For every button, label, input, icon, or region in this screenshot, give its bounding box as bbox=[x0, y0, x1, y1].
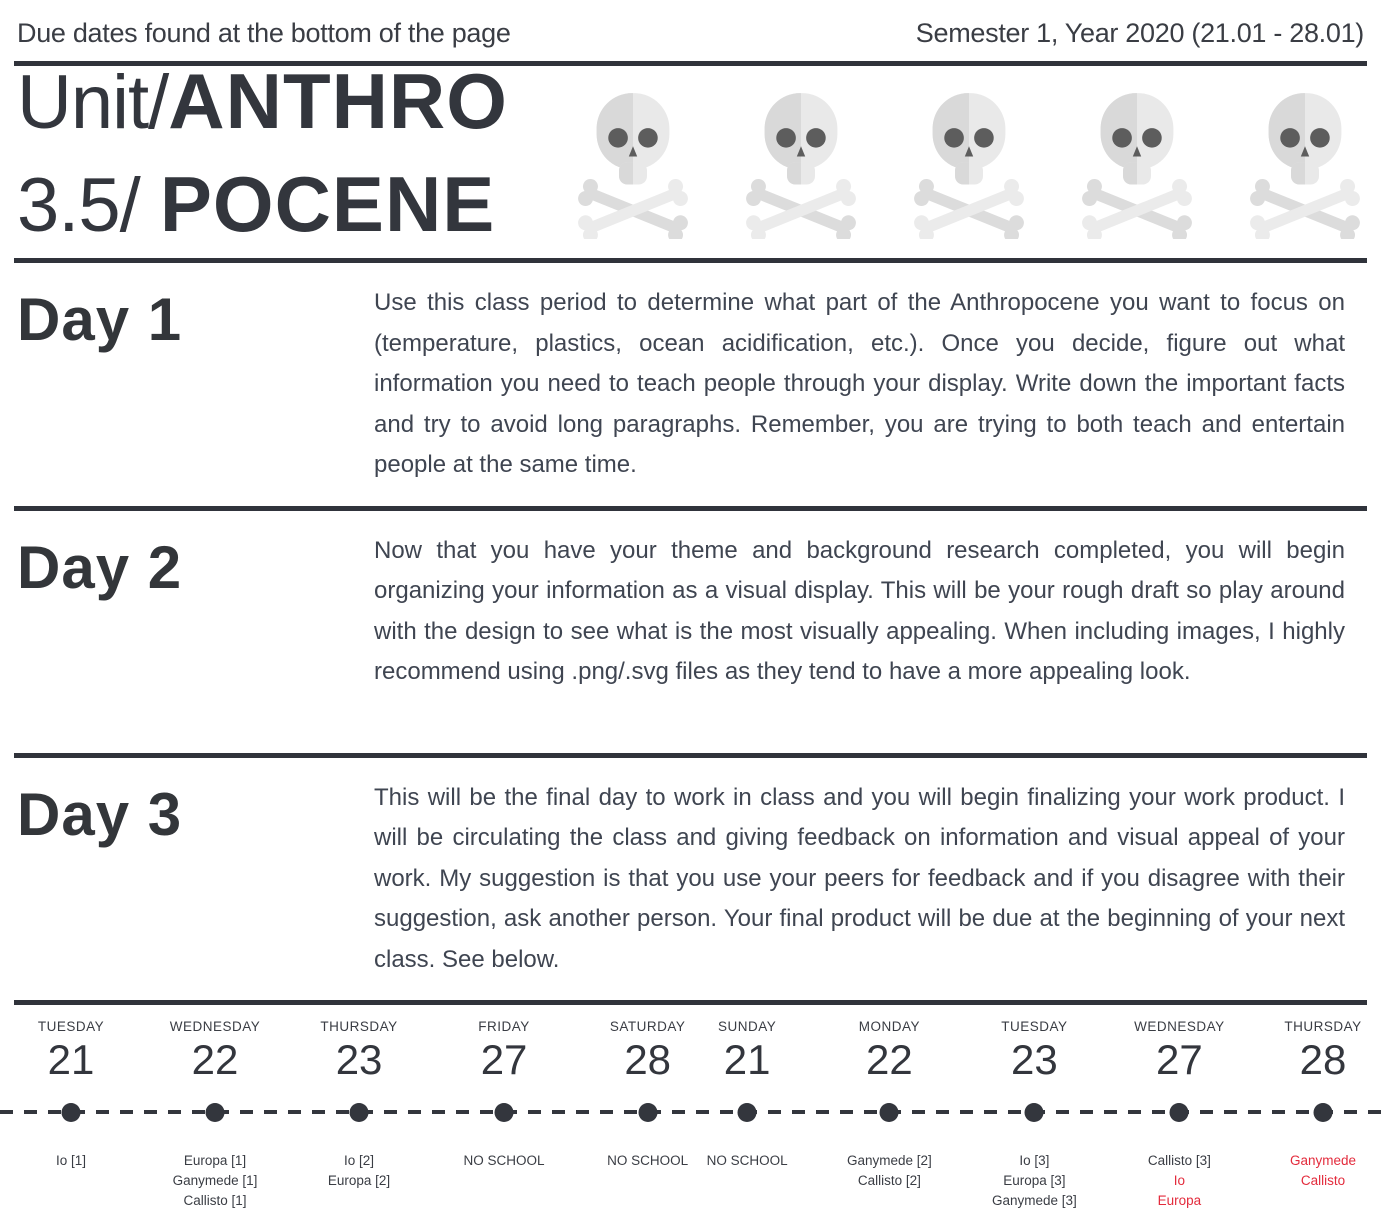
timeline-event: Io [3] bbox=[1019, 1153, 1050, 1168]
unit-title-word-2: POCENE bbox=[159, 160, 496, 248]
unit-title-prefix-1: Unit/ bbox=[17, 60, 169, 145]
timeline-weekday: THURSDAY bbox=[320, 1019, 398, 1034]
day-1-heading: Day 1 bbox=[17, 286, 183, 353]
timeline-date: 22 bbox=[866, 1036, 913, 1083]
skull-crossbones-icon bbox=[1249, 89, 1361, 239]
timeline-event: Io [1] bbox=[55, 1153, 86, 1168]
timeline-column bbox=[284, 1019, 434, 1084]
timeline-event: Ganymede bbox=[1289, 1153, 1356, 1168]
timeline-event: Europa [2] bbox=[327, 1173, 391, 1188]
timeline-events bbox=[135, 1151, 295, 1211]
timeline-weekday: THURSDAY bbox=[1284, 1019, 1362, 1034]
timeline-event: Ganymede [1] bbox=[172, 1173, 258, 1188]
timeline-event: Ganymede [3] bbox=[991, 1193, 1077, 1208]
day-2-heading: Day 2 bbox=[17, 533, 183, 601]
topbar bbox=[0, 0, 1381, 61]
timeline-date: 21 bbox=[47, 1036, 95, 1083]
skull-crossbones-icon bbox=[1081, 89, 1193, 239]
timeline-weekday: SUNDAY bbox=[717, 1019, 777, 1034]
timeline-date: 23 bbox=[335, 1036, 383, 1083]
timeline-event: Io [2] bbox=[344, 1153, 375, 1168]
timeline-weekday: FRIDAY bbox=[478, 1019, 530, 1034]
timeline-dot bbox=[880, 1103, 899, 1122]
due-dates-note: Due dates found at the bottom of the page bbox=[17, 18, 511, 48]
timeline-dot bbox=[61, 1103, 80, 1122]
timeline-events bbox=[279, 1151, 439, 1191]
timeline-dot bbox=[1025, 1103, 1044, 1122]
timeline-column bbox=[140, 1019, 290, 1084]
timeline-event: Callisto [1] bbox=[183, 1193, 247, 1208]
timeline-events bbox=[424, 1151, 584, 1171]
skull-crossbones-icon bbox=[913, 89, 1025, 239]
day-3-text: This will be the final day to work in class and you will begin finalizing your work product. I will be circulating the class and giving feedback on information and visual appeal of your work. My suggestion is that you use your peers for feedback and if you disagree with their suggestion, ask another person. Your final product will be due at the beginning of your next class. See below. bbox=[374, 783, 1345, 973]
timeline-dot bbox=[495, 1103, 514, 1122]
timeline-column bbox=[1248, 1019, 1381, 1084]
timeline-column bbox=[429, 1019, 579, 1084]
timeline-column bbox=[959, 1019, 1109, 1084]
skull-crossbones-icon bbox=[577, 89, 689, 239]
timeline-date: 27 bbox=[480, 1036, 528, 1083]
skull-row bbox=[577, 89, 1361, 239]
timeline-event: Europa [1] bbox=[183, 1153, 247, 1168]
timeline-events bbox=[0, 1151, 151, 1171]
timeline-column bbox=[1104, 1019, 1254, 1084]
semester-note: Semester 1, Year 2020 (21.01 - 28.01) bbox=[915, 18, 1364, 48]
timeline-event: Io bbox=[1173, 1173, 1185, 1188]
timeline-weekday: SATURDAY bbox=[609, 1019, 686, 1034]
day-1-section bbox=[0, 263, 1381, 506]
timeline-weekday: TUESDAY bbox=[1001, 1019, 1068, 1034]
day-2-section bbox=[0, 511, 1381, 753]
timeline-dot bbox=[638, 1103, 657, 1122]
timeline-events bbox=[954, 1151, 1114, 1211]
timeline-date: 22 bbox=[191, 1036, 239, 1083]
day-3-section bbox=[0, 758, 1381, 1001]
skull-crossbones-icon bbox=[745, 89, 857, 239]
timeline-dot bbox=[206, 1103, 225, 1122]
timeline-dot bbox=[1170, 1103, 1189, 1122]
unit-title-prefix-2: 3.5/ bbox=[17, 163, 160, 248]
title-block bbox=[0, 57, 1381, 258]
timeline-dot bbox=[350, 1103, 369, 1122]
timeline-weekday: WEDNESDAY bbox=[169, 1019, 261, 1034]
day-2-text: Now that you have your theme and background research completed, you will begin organizing your information as a visual display. This will be your rough draft so play around with the design to see what is the most visually appealing. When including images, I highly recommend using .png/.svg files as they tend to have a more appealing look. bbox=[374, 536, 1345, 685]
timeline-date: 21 bbox=[723, 1036, 771, 1083]
timeline-events bbox=[1243, 1151, 1381, 1191]
timeline-column bbox=[0, 1019, 146, 1084]
timeline-weekday: TUESDAY bbox=[37, 1019, 105, 1034]
unit-title-word-1: ANTHRO bbox=[168, 57, 508, 145]
timeline bbox=[0, 1005, 1381, 1221]
timeline-events bbox=[809, 1151, 969, 1191]
timeline-event: NO SCHOOL bbox=[463, 1153, 545, 1168]
timeline-event: Europa [3] bbox=[1003, 1173, 1066, 1188]
day-1-text: Use this class period to determine what part of the Anthropocene you want to focus on (temperature, plastics, ocean acidification, etc.). Once you decide, figure out what information you need to teach people through your display. Write down the important facts and try to avoid long paragraphs. Remember, you are trying to both teach and entertain people at the same time. bbox=[374, 289, 1345, 478]
timeline-date: 28 bbox=[624, 1036, 672, 1083]
timeline-date: 23 bbox=[1011, 1036, 1058, 1083]
timeline-dot bbox=[738, 1103, 757, 1122]
timeline-event: Callisto [3] bbox=[1147, 1153, 1211, 1168]
timeline-weekday: MONDAY bbox=[858, 1019, 920, 1034]
timeline-events bbox=[1099, 1151, 1259, 1211]
timeline-date: 28 bbox=[1299, 1036, 1347, 1083]
timeline-event: Europa bbox=[1157, 1193, 1202, 1208]
timeline-event: NO SCHOOL bbox=[706, 1153, 788, 1168]
timeline-date: 27 bbox=[1156, 1036, 1203, 1083]
day-3-heading: Day 3 bbox=[17, 780, 183, 848]
timeline-weekday: WEDNESDAY bbox=[1134, 1019, 1225, 1034]
unit-title bbox=[17, 57, 508, 267]
timeline-event: Callisto bbox=[1300, 1173, 1346, 1188]
timeline-event: NO SCHOOL bbox=[607, 1153, 689, 1168]
timeline-dot bbox=[1313, 1103, 1332, 1122]
timeline-column bbox=[814, 1019, 964, 1084]
timeline-events bbox=[667, 1151, 827, 1171]
timeline-event: Ganymede [2] bbox=[846, 1153, 932, 1168]
timeline-column bbox=[672, 1019, 822, 1084]
timeline-event: Callisto [2] bbox=[857, 1173, 921, 1188]
